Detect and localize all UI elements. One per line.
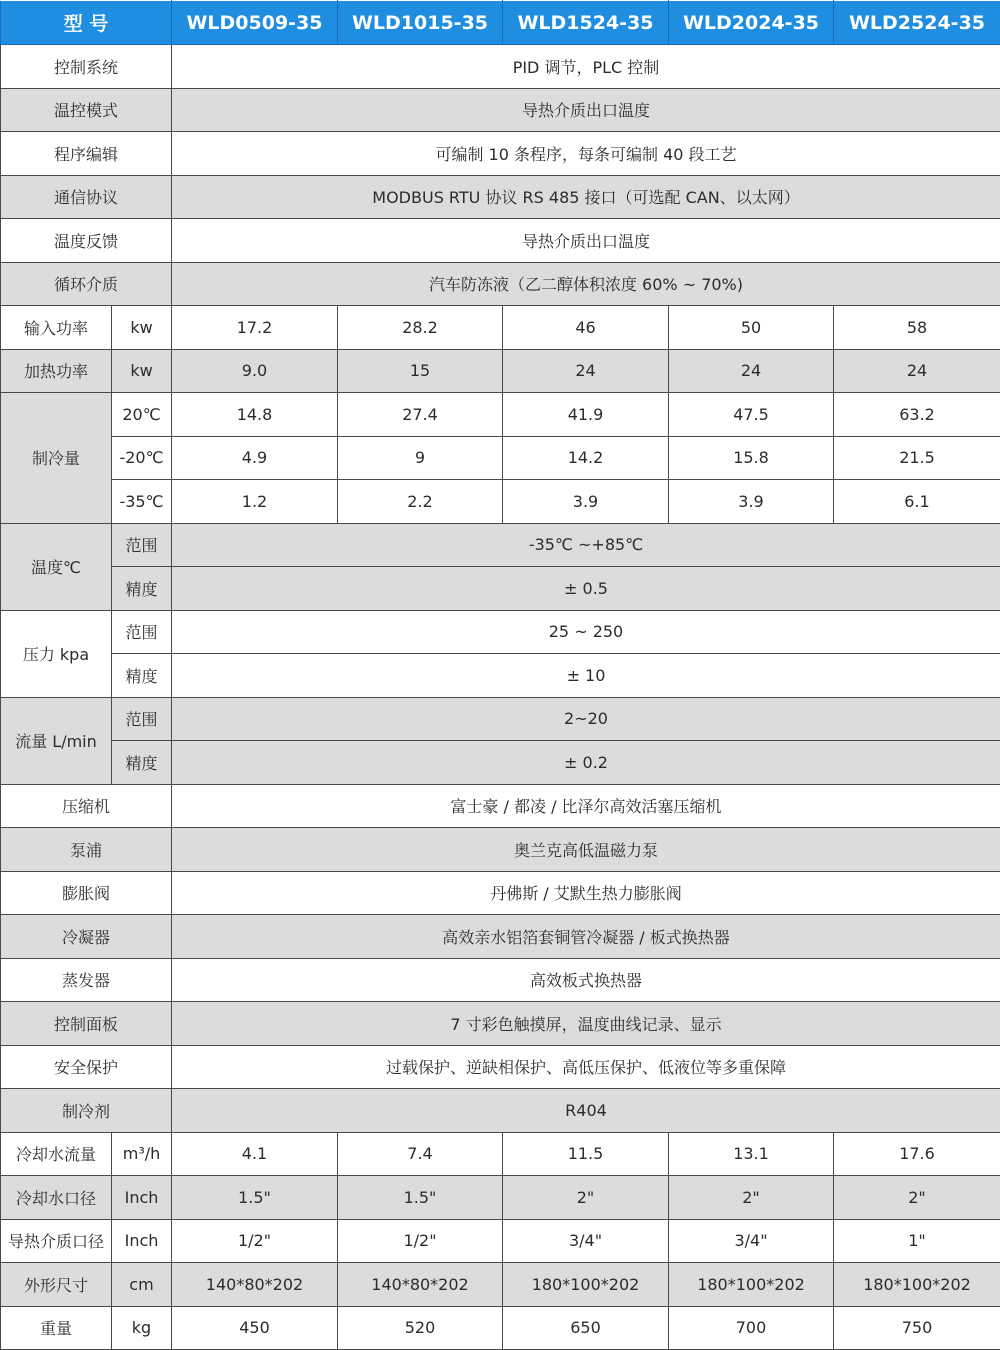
row-value: 汽车防冻液（乙二醇体积浓度 60% ~ 70%)	[172, 262, 1000, 306]
row-unit: m³/h	[112, 1132, 172, 1176]
row-label: 压缩机	[1, 784, 172, 828]
cell-value: 14.8	[172, 393, 338, 437]
table-row	[1, 262, 1000, 306]
cell-value: 50	[669, 306, 834, 350]
cell-value: 1/2"	[338, 1219, 503, 1263]
row-value: 丹佛斯 / 艾默生热力膨胀阀	[172, 871, 1000, 915]
cell-value: 9.0	[172, 349, 338, 393]
row-label: 安全保护	[1, 1045, 172, 1089]
table-row	[1, 567, 1000, 611]
row-value: 导热介质出口温度	[172, 88, 1000, 132]
cell-value: 46	[503, 306, 669, 350]
model-header: WLD2024-35	[669, 1, 834, 45]
row-unit: Inch	[112, 1219, 172, 1263]
cell-value: 2.2	[338, 480, 503, 524]
table-row	[1, 1045, 1000, 1089]
row-unit: 精度	[112, 567, 172, 611]
cell-value: 520	[338, 1306, 503, 1350]
row-label: 程序编辑	[1, 132, 172, 176]
row-unit: kg	[112, 1306, 172, 1350]
cell-value: 140*80*202	[338, 1263, 503, 1307]
model-header: WLD2524-35	[834, 1, 1000, 45]
row-label: 重量	[1, 1306, 112, 1350]
row-label: 冷却水口径	[1, 1176, 112, 1220]
table-row	[1, 1132, 1000, 1176]
row-value: 高效板式换热器	[172, 958, 1000, 1002]
model-header: WLD1524-35	[503, 1, 669, 45]
row-label: 制冷剂	[1, 1089, 172, 1133]
cell-value: 2"	[834, 1176, 1000, 1220]
cell-value: 24	[834, 349, 1000, 393]
table-row	[1, 610, 1000, 654]
row-value: ± 10	[172, 654, 1000, 698]
cell-value: 6.1	[834, 480, 1000, 524]
row-label: 膨胀阀	[1, 871, 172, 915]
row-label: 输入功率	[1, 306, 112, 350]
row-label: 冷却水流量	[1, 1132, 112, 1176]
table-row	[1, 436, 1000, 480]
row-label: 通信协议	[1, 175, 172, 219]
table-row	[1, 393, 1000, 437]
table-row	[1, 132, 1000, 176]
cell-value: 13.1	[669, 1132, 834, 1176]
row-label: 冷凝器	[1, 915, 172, 959]
cell-value: 2"	[503, 1176, 669, 1220]
row-value: PID 调节，PLC 控制	[172, 45, 1000, 89]
cell-value: 24	[669, 349, 834, 393]
cell-value: 3/4"	[669, 1219, 834, 1263]
table-row	[1, 45, 1000, 89]
table-row	[1, 523, 1000, 567]
cell-value: 15.8	[669, 436, 834, 480]
table-row	[1, 741, 1000, 785]
cell-value: 58	[834, 306, 1000, 350]
row-value: -35℃ ~+85℃	[172, 523, 1000, 567]
row-value: 高效亲水铝箔套铜管冷凝器 / 板式换热器	[172, 915, 1000, 959]
cell-value: 63.2	[834, 393, 1000, 437]
row-label: 加热功率	[1, 349, 112, 393]
table-row	[1, 1089, 1000, 1133]
cell-value: 24	[503, 349, 669, 393]
row-unit: 20℃	[112, 393, 172, 437]
row-value: 7 寸彩色触摸屏，温度曲线记录、显示	[172, 1002, 1000, 1046]
row-unit: 精度	[112, 741, 172, 785]
cell-value: 27.4	[338, 393, 503, 437]
row-value: 可编制 10 条程序，每条可编制 40 段工艺	[172, 132, 1000, 176]
row-label: 控制系统	[1, 45, 172, 89]
row-unit: -20℃	[112, 436, 172, 480]
row-value: 25 ~ 250	[172, 610, 1000, 654]
table-row	[1, 1219, 1000, 1263]
cell-value: 41.9	[503, 393, 669, 437]
table-row	[1, 1176, 1000, 1220]
row-unit: 范围	[112, 523, 172, 567]
row-unit: -35℃	[112, 480, 172, 524]
cell-value: 14.2	[503, 436, 669, 480]
row-unit: Inch	[112, 1176, 172, 1220]
table-row	[1, 915, 1000, 959]
table-row	[1, 1306, 1000, 1350]
cell-value: 1.2	[172, 480, 338, 524]
row-label: 泵浦	[1, 828, 172, 872]
row-value: R404	[172, 1089, 1000, 1133]
model-header-label: 型 号	[1, 1, 172, 45]
cell-value: 9	[338, 436, 503, 480]
row-label: 外形尺寸	[1, 1263, 112, 1307]
table-row	[1, 958, 1000, 1002]
header-row	[1, 1, 1000, 45]
row-value: 导热介质出口温度	[172, 219, 1000, 263]
table-row	[1, 697, 1000, 741]
row-unit: kw	[112, 306, 172, 350]
cell-value: 180*100*202	[834, 1263, 1000, 1307]
cell-value: 2"	[669, 1176, 834, 1220]
row-value: 富士豪 / 都凌 / 比泽尔高效活塞压缩机	[172, 784, 1000, 828]
cell-value: 1.5"	[172, 1176, 338, 1220]
cell-value: 3.9	[669, 480, 834, 524]
table-row	[1, 306, 1000, 350]
cell-value: 700	[669, 1306, 834, 1350]
cell-value: 3.9	[503, 480, 669, 524]
row-value: MODBUS RTU 协议 RS 485 接口（可选配 CAN、以太网）	[172, 175, 1000, 219]
cell-value: 180*100*202	[503, 1263, 669, 1307]
table-row	[1, 1002, 1000, 1046]
group-label: 流量 L/min	[1, 697, 112, 784]
table-row	[1, 349, 1000, 393]
cell-value: 1.5"	[338, 1176, 503, 1220]
row-label: 温度反馈	[1, 219, 172, 263]
row-label: 导热介质口径	[1, 1219, 112, 1263]
cell-value: 11.5	[503, 1132, 669, 1176]
table-row	[1, 219, 1000, 263]
group-label: 压力 kpa	[1, 610, 112, 697]
table-row	[1, 175, 1000, 219]
cell-value: 140*80*202	[172, 1263, 338, 1307]
cell-value: 450	[172, 1306, 338, 1350]
row-unit: cm	[112, 1263, 172, 1307]
cell-value: 1/2"	[172, 1219, 338, 1263]
table-row	[1, 871, 1000, 915]
cell-value: 7.4	[338, 1132, 503, 1176]
cell-value: 28.2	[338, 306, 503, 350]
table-row	[1, 828, 1000, 872]
group-label: 制冷量	[1, 393, 112, 524]
cell-value: 17.2	[172, 306, 338, 350]
row-value: ± 0.5	[172, 567, 1000, 611]
table-row	[1, 88, 1000, 132]
cell-value: 1"	[834, 1219, 1000, 1263]
row-value: 奥兰克高低温磁力泵	[172, 828, 1000, 872]
table-row	[1, 784, 1000, 828]
row-unit: 精度	[112, 654, 172, 698]
model-header: WLD1015-35	[338, 1, 503, 45]
table-row	[1, 1263, 1000, 1307]
group-label: 温度℃	[1, 523, 112, 610]
cell-value: 21.5	[834, 436, 1000, 480]
row-label: 控制面板	[1, 1002, 172, 1046]
row-unit: kw	[112, 349, 172, 393]
cell-value: 17.6	[834, 1132, 1000, 1176]
cell-value: 3/4"	[503, 1219, 669, 1263]
table-row	[1, 654, 1000, 698]
table-row	[1, 480, 1000, 524]
row-label: 温控模式	[1, 88, 172, 132]
cell-value: 15	[338, 349, 503, 393]
row-value: 2~20	[172, 697, 1000, 741]
row-value: ± 0.2	[172, 741, 1000, 785]
row-unit: 范围	[112, 610, 172, 654]
cell-value: 47.5	[669, 393, 834, 437]
row-label: 蒸发器	[1, 958, 172, 1002]
cell-value: 180*100*202	[669, 1263, 834, 1307]
model-header: WLD0509-35	[172, 1, 338, 45]
cell-value: 650	[503, 1306, 669, 1350]
cell-value: 4.9	[172, 436, 338, 480]
cell-value: 750	[834, 1306, 1000, 1350]
row-label: 循环介质	[1, 262, 172, 306]
cell-value: 4.1	[172, 1132, 338, 1176]
row-unit: 范围	[112, 697, 172, 741]
row-value: 过载保护、逆缺相保护、高低压保护、低液位等多重保障	[172, 1045, 1000, 1089]
